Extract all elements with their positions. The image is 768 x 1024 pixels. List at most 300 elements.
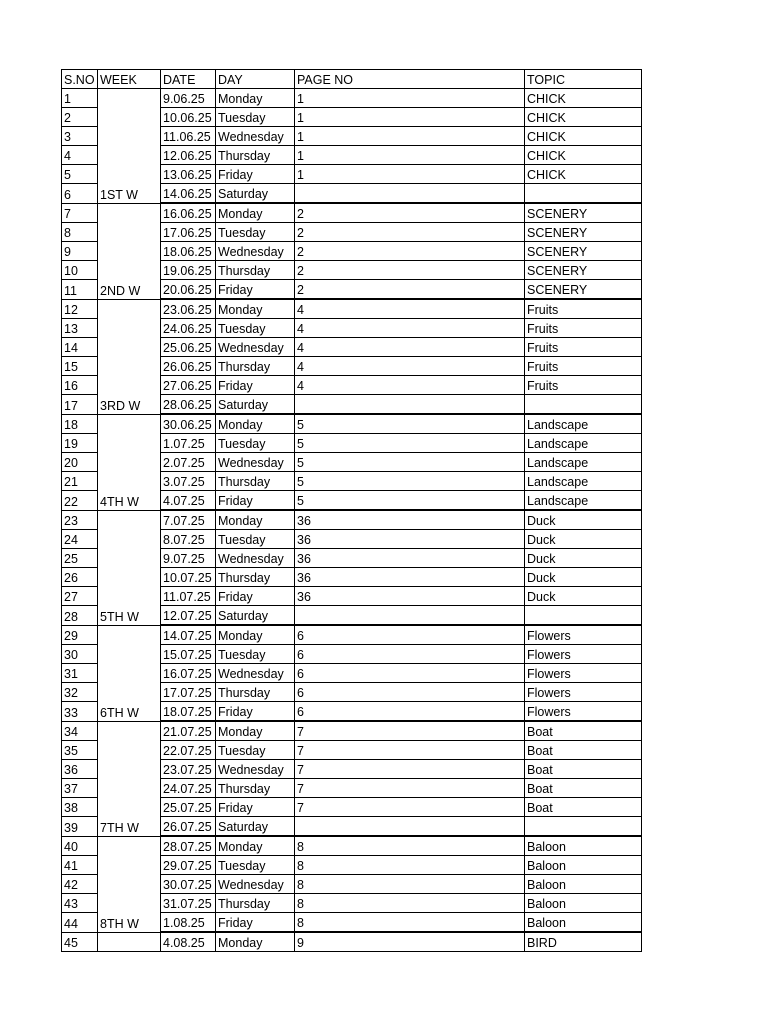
cell-week: [98, 741, 161, 760]
cell-day: Wednesday: [216, 338, 295, 357]
cell-week: [98, 261, 161, 280]
cell-day: Thursday: [216, 261, 295, 280]
cell-sno: 42: [62, 875, 98, 894]
cell-topic: Baloon: [525, 875, 642, 894]
cell-sno: 27: [62, 587, 98, 606]
table-row: [62, 645, 642, 664]
cell-page-no: 36: [295, 510, 525, 530]
cell-week: [98, 587, 161, 606]
cell-date: 24.07.25: [161, 779, 216, 798]
cell-topic: [525, 817, 642, 837]
cell-page-no: 5: [295, 472, 525, 491]
cell-sno: 36: [62, 760, 98, 779]
cell-day: Friday: [216, 587, 295, 606]
table-row: [62, 165, 642, 184]
header-date: DATE: [161, 70, 216, 89]
cell-page-no: 1: [295, 165, 525, 184]
table-row: [62, 89, 642, 108]
cell-sno: 5: [62, 165, 98, 184]
cell-date: 15.07.25: [161, 645, 216, 664]
cell-topic: Boat: [525, 779, 642, 798]
cell-week: [98, 165, 161, 184]
cell-week: 7TH W: [98, 817, 161, 837]
table-row: [62, 779, 642, 798]
cell-topic: Flowers: [525, 702, 642, 722]
cell-week: [98, 242, 161, 261]
header-row: [62, 70, 642, 89]
cell-topic: Baloon: [525, 913, 642, 933]
cell-date: 26.07.25: [161, 817, 216, 837]
table-row: [62, 338, 642, 357]
cell-sno: 26: [62, 568, 98, 587]
cell-week: [98, 760, 161, 779]
table-row: [62, 510, 642, 530]
cell-topic: CHICK: [525, 127, 642, 146]
cell-week: 3RD W: [98, 395, 161, 415]
cell-topic: Duck: [525, 568, 642, 587]
table-row: [62, 721, 642, 741]
cell-topic: Duck: [525, 587, 642, 606]
cell-week: [98, 721, 161, 741]
cell-day: Friday: [216, 376, 295, 395]
cell-sno: 1: [62, 89, 98, 108]
cell-week: [98, 856, 161, 875]
cell-topic: SCENERY: [525, 242, 642, 261]
cell-week: [98, 549, 161, 568]
cell-sno: 15: [62, 357, 98, 376]
cell-topic: Landscape: [525, 491, 642, 511]
cell-page-no: 8: [295, 875, 525, 894]
table-row: [62, 741, 642, 760]
cell-week: [98, 223, 161, 242]
cell-sno: 10: [62, 261, 98, 280]
cell-day: Wednesday: [216, 664, 295, 683]
cell-sno: 33: [62, 702, 98, 722]
cell-page-no: [295, 606, 525, 626]
cell-week: 6TH W: [98, 702, 161, 722]
cell-date: 30.06.25: [161, 414, 216, 434]
cell-day: Tuesday: [216, 530, 295, 549]
cell-sno: 2: [62, 108, 98, 127]
cell-day: Wednesday: [216, 127, 295, 146]
cell-week: [98, 798, 161, 817]
cell-page-no: 9: [295, 932, 525, 952]
cell-sno: 38: [62, 798, 98, 817]
cell-sno: 32: [62, 683, 98, 702]
cell-page-no: 6: [295, 625, 525, 645]
cell-day: Thursday: [216, 779, 295, 798]
cell-date: 28.07.25: [161, 836, 216, 856]
cell-topic: [525, 606, 642, 626]
cell-date: 20.06.25: [161, 280, 216, 300]
cell-date: 14.06.25: [161, 184, 216, 204]
cell-day: Saturday: [216, 395, 295, 415]
table-row: [62, 414, 642, 434]
cell-sno: 41: [62, 856, 98, 875]
table-row: [62, 683, 642, 702]
cell-date: 12.06.25: [161, 146, 216, 165]
cell-page-no: 36: [295, 587, 525, 606]
cell-week: [98, 510, 161, 530]
cell-date: 1.07.25: [161, 434, 216, 453]
header-page-no: PAGE NO: [295, 70, 525, 89]
cell-sno: 20: [62, 453, 98, 472]
cell-sno: 40: [62, 836, 98, 856]
cell-topic: Baloon: [525, 894, 642, 913]
cell-page-no: 7: [295, 779, 525, 798]
cell-week: [98, 338, 161, 357]
cell-page-no: 7: [295, 721, 525, 741]
cell-day: Monday: [216, 89, 295, 108]
cell-sno: 35: [62, 741, 98, 760]
table-row: [62, 625, 642, 645]
cell-day: Monday: [216, 932, 295, 952]
cell-sno: 28: [62, 606, 98, 626]
cell-week: [98, 414, 161, 434]
cell-page-no: 2: [295, 223, 525, 242]
cell-day: Monday: [216, 836, 295, 856]
table-row: [62, 184, 642, 204]
cell-sno: 22: [62, 491, 98, 511]
cell-week: [98, 472, 161, 491]
cell-sno: 12: [62, 299, 98, 319]
cell-week: [98, 779, 161, 798]
cell-topic: [525, 184, 642, 204]
table-row: [62, 894, 642, 913]
cell-day: Friday: [216, 798, 295, 817]
cell-day: Thursday: [216, 568, 295, 587]
cell-page-no: 36: [295, 568, 525, 587]
cell-topic: Baloon: [525, 856, 642, 875]
cell-sno: 25: [62, 549, 98, 568]
cell-date: 25.06.25: [161, 338, 216, 357]
cell-date: 17.07.25: [161, 683, 216, 702]
cell-week: [98, 203, 161, 223]
table-row: [62, 817, 642, 837]
table-row: [62, 299, 642, 319]
cell-date: 2.07.25: [161, 453, 216, 472]
table-row: [62, 376, 642, 395]
cell-page-no: 1: [295, 89, 525, 108]
cell-topic: BIRD: [525, 932, 642, 952]
cell-page-no: 36: [295, 549, 525, 568]
cell-sno: 9: [62, 242, 98, 261]
cell-sno: 14: [62, 338, 98, 357]
cell-topic: Flowers: [525, 645, 642, 664]
header-sno: S.NO: [62, 70, 98, 89]
table-row: [62, 491, 642, 511]
cell-sno: 24: [62, 530, 98, 549]
cell-week: [98, 319, 161, 338]
cell-date: 22.07.25: [161, 741, 216, 760]
cell-page-no: 8: [295, 913, 525, 933]
cell-date: 21.07.25: [161, 721, 216, 741]
cell-topic: [525, 395, 642, 415]
cell-week: 2ND W: [98, 280, 161, 300]
cell-sno: 44: [62, 913, 98, 933]
cell-day: Wednesday: [216, 875, 295, 894]
cell-week: [98, 932, 161, 952]
cell-page-no: 7: [295, 798, 525, 817]
cell-page-no: 6: [295, 664, 525, 683]
cell-date: 1.08.25: [161, 913, 216, 933]
table-row: [62, 530, 642, 549]
cell-week: [98, 299, 161, 319]
cell-date: 29.07.25: [161, 856, 216, 875]
cell-day: Wednesday: [216, 760, 295, 779]
cell-page-no: 2: [295, 242, 525, 261]
table-row: [62, 472, 642, 491]
cell-page-no: 2: [295, 261, 525, 280]
cell-week: 1ST W: [98, 184, 161, 204]
cell-page-no: 2: [295, 280, 525, 300]
cell-week: [98, 127, 161, 146]
cell-sno: 16: [62, 376, 98, 395]
table-body: [62, 89, 642, 952]
cell-topic: Flowers: [525, 625, 642, 645]
cell-week: [98, 357, 161, 376]
cell-week: [98, 108, 161, 127]
table-row: [62, 932, 642, 952]
cell-sno: 11: [62, 280, 98, 300]
cell-page-no: 8: [295, 856, 525, 875]
cell-topic: Landscape: [525, 472, 642, 491]
cell-topic: Landscape: [525, 453, 642, 472]
cell-topic: CHICK: [525, 165, 642, 184]
cell-topic: Duck: [525, 549, 642, 568]
cell-day: Friday: [216, 702, 295, 722]
table-row: [62, 357, 642, 376]
table-row: [62, 108, 642, 127]
cell-day: Friday: [216, 280, 295, 300]
cell-topic: Fruits: [525, 376, 642, 395]
table-row: [62, 280, 642, 300]
table-row: [62, 146, 642, 165]
cell-week: [98, 645, 161, 664]
cell-topic: Boat: [525, 760, 642, 779]
cell-day: Tuesday: [216, 108, 295, 127]
table-row: [62, 798, 642, 817]
cell-week: [98, 875, 161, 894]
cell-date: 4.07.25: [161, 491, 216, 511]
cell-day: Tuesday: [216, 645, 295, 664]
cell-sno: 4: [62, 146, 98, 165]
cell-day: Tuesday: [216, 856, 295, 875]
cell-sno: 21: [62, 472, 98, 491]
cell-sno: 34: [62, 721, 98, 741]
cell-day: Saturday: [216, 184, 295, 204]
cell-day: Monday: [216, 721, 295, 741]
cell-date: 23.06.25: [161, 299, 216, 319]
cell-sno: 7: [62, 203, 98, 223]
cell-page-no: 5: [295, 414, 525, 434]
cell-page-no: 1: [295, 108, 525, 127]
cell-sno: 6: [62, 184, 98, 204]
cell-date: 7.07.25: [161, 510, 216, 530]
cell-day: Monday: [216, 510, 295, 530]
header-topic: TOPIC: [525, 70, 642, 89]
table-row: [62, 203, 642, 223]
header-week: WEEK: [98, 70, 161, 89]
cell-page-no: 5: [295, 453, 525, 472]
table-row: [62, 913, 642, 933]
cell-topic: SCENERY: [525, 223, 642, 242]
cell-page-no: 2: [295, 203, 525, 223]
cell-date: 28.06.25: [161, 395, 216, 415]
cell-week: [98, 625, 161, 645]
cell-date: 13.06.25: [161, 165, 216, 184]
table-row: [62, 242, 642, 261]
cell-topic: CHICK: [525, 108, 642, 127]
cell-page-no: 8: [295, 894, 525, 913]
cell-topic: Flowers: [525, 683, 642, 702]
cell-day: Wednesday: [216, 453, 295, 472]
cell-day: Friday: [216, 913, 295, 933]
cell-day: Tuesday: [216, 223, 295, 242]
cell-topic: Fruits: [525, 299, 642, 319]
cell-day: Tuesday: [216, 434, 295, 453]
cell-sno: 13: [62, 319, 98, 338]
table-row: [62, 875, 642, 894]
cell-page-no: 4: [295, 299, 525, 319]
cell-page-no: [295, 817, 525, 837]
cell-week: [98, 683, 161, 702]
table-row: [62, 261, 642, 280]
cell-day: Monday: [216, 414, 295, 434]
cell-sno: 29: [62, 625, 98, 645]
cell-sno: 43: [62, 894, 98, 913]
cell-page-no: 4: [295, 319, 525, 338]
cell-day: Thursday: [216, 683, 295, 702]
cell-date: 11.07.25: [161, 587, 216, 606]
cell-date: 9.06.25: [161, 89, 216, 108]
cell-date: 18.06.25: [161, 242, 216, 261]
cell-page-no: 7: [295, 760, 525, 779]
table-row: [62, 319, 642, 338]
cell-date: 9.07.25: [161, 549, 216, 568]
table-row: [62, 856, 642, 875]
cell-week: [98, 568, 161, 587]
cell-week: 5TH W: [98, 606, 161, 626]
cell-day: Wednesday: [216, 549, 295, 568]
cell-date: 12.07.25: [161, 606, 216, 626]
cell-page-no: 1: [295, 127, 525, 146]
cell-date: 23.07.25: [161, 760, 216, 779]
cell-week: [98, 376, 161, 395]
cell-topic: SCENERY: [525, 203, 642, 223]
cell-day: Friday: [216, 165, 295, 184]
cell-sno: 30: [62, 645, 98, 664]
cell-date: 31.07.25: [161, 894, 216, 913]
cell-day: Wednesday: [216, 242, 295, 261]
cell-week: [98, 434, 161, 453]
cell-page-no: 6: [295, 702, 525, 722]
cell-page-no: 5: [295, 491, 525, 511]
table-row: [62, 587, 642, 606]
cell-date: 26.06.25: [161, 357, 216, 376]
cell-topic: Boat: [525, 741, 642, 760]
cell-page-no: 4: [295, 338, 525, 357]
cell-date: 3.07.25: [161, 472, 216, 491]
table-row: [62, 606, 642, 626]
cell-week: 4TH W: [98, 491, 161, 511]
cell-day: Thursday: [216, 357, 295, 376]
cell-sno: 3: [62, 127, 98, 146]
cell-topic: Boat: [525, 798, 642, 817]
cell-page-no: 36: [295, 530, 525, 549]
cell-day: Tuesday: [216, 741, 295, 760]
cell-sno: 23: [62, 510, 98, 530]
cell-topic: Duck: [525, 510, 642, 530]
table-row: [62, 127, 642, 146]
cell-sno: 45: [62, 932, 98, 952]
cell-day: Saturday: [216, 817, 295, 837]
cell-date: 27.06.25: [161, 376, 216, 395]
cell-topic: Fruits: [525, 319, 642, 338]
cell-day: Thursday: [216, 472, 295, 491]
cell-day: Thursday: [216, 146, 295, 165]
cell-date: 18.07.25: [161, 702, 216, 722]
cell-week: [98, 530, 161, 549]
cell-date: 16.07.25: [161, 664, 216, 683]
cell-page-no: 7: [295, 741, 525, 760]
cell-page-no: 8: [295, 836, 525, 856]
cell-topic: Flowers: [525, 664, 642, 683]
cell-day: Saturday: [216, 606, 295, 626]
cell-date: 16.06.25: [161, 203, 216, 223]
cell-date: 17.06.25: [161, 223, 216, 242]
cell-topic: Baloon: [525, 836, 642, 856]
cell-topic: CHICK: [525, 89, 642, 108]
cell-page-no: 6: [295, 683, 525, 702]
cell-topic: Landscape: [525, 414, 642, 434]
cell-topic: Fruits: [525, 338, 642, 357]
cell-sno: 17: [62, 395, 98, 415]
cell-topic: SCENERY: [525, 261, 642, 280]
table-row: [62, 395, 642, 415]
cell-day: Monday: [216, 625, 295, 645]
cell-date: 24.06.25: [161, 319, 216, 338]
table-row: [62, 453, 642, 472]
cell-sno: 39: [62, 817, 98, 837]
cell-date: 4.08.25: [161, 932, 216, 952]
cell-page-no: 1: [295, 146, 525, 165]
cell-date: 11.06.25: [161, 127, 216, 146]
table-row: [62, 549, 642, 568]
cell-week: 8TH W: [98, 913, 161, 933]
cell-day: Monday: [216, 203, 295, 223]
cell-day: Tuesday: [216, 319, 295, 338]
cell-date: 8.07.25: [161, 530, 216, 549]
cell-date: 30.07.25: [161, 875, 216, 894]
cell-topic: Boat: [525, 721, 642, 741]
cell-sno: 18: [62, 414, 98, 434]
cell-topic: SCENERY: [525, 280, 642, 300]
cell-day: Thursday: [216, 894, 295, 913]
cell-page-no: 4: [295, 376, 525, 395]
cell-sno: 19: [62, 434, 98, 453]
cell-week: [98, 453, 161, 472]
cell-topic: Landscape: [525, 434, 642, 453]
cell-day: Friday: [216, 491, 295, 511]
cell-sno: 31: [62, 664, 98, 683]
table-row: [62, 760, 642, 779]
table-row: [62, 223, 642, 242]
cell-date: 14.07.25: [161, 625, 216, 645]
cell-date: 19.06.25: [161, 261, 216, 280]
cell-page-no: 4: [295, 357, 525, 376]
cell-topic: Fruits: [525, 357, 642, 376]
